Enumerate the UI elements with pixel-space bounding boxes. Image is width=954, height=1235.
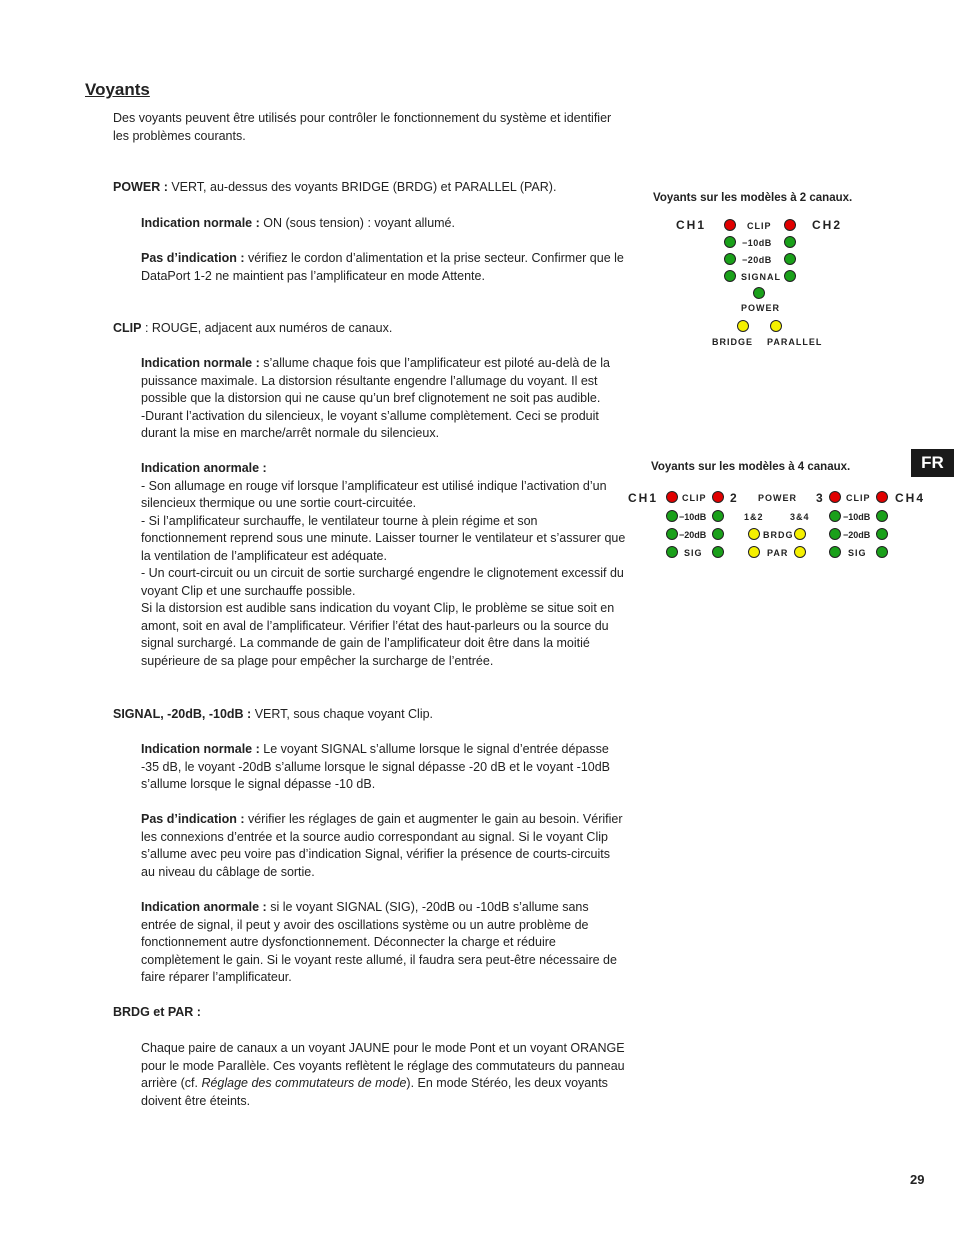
signal-normal-text: Le voyant SIGNAL s’allume lorsque le signal d’entrée dépasse -35 dB, le voyant -20dB s’allume lorsque le signal dépasse -20 dB et le voyant -10dB s’allume lorsque le signal dépasse -10 dB. bbox=[141, 742, 611, 791]
clip-label: CLIP bbox=[113, 321, 142, 335]
ch2-10db-led bbox=[784, 236, 796, 248]
m20db-led-label: −20dB bbox=[742, 255, 772, 265]
ch1-clip-led bbox=[666, 491, 678, 503]
signal-desc: VERT, sous chaque voyant Clip. bbox=[251, 707, 434, 721]
clip-normal-label: Indication normale : bbox=[141, 356, 260, 370]
signal-none-label: Pas d’indication : bbox=[141, 812, 245, 826]
power-normal-text: ON (sous tension) : voyant allumé. bbox=[259, 216, 455, 230]
page-number: 29 bbox=[910, 1172, 925, 1187]
clip-normal-text: s’allume chaque fois que l’amplificateur est piloté au-delà de la puissance maximale. La distorsion résultante engendre l’allumage du voyant. Il est possible que la distorsion qui ne cause qu’un bref clignotement ne soit pas audible. bbox=[141, 356, 610, 405]
ch3-10db-led bbox=[829, 510, 841, 522]
parallel-led-label: PARALLEL bbox=[767, 337, 823, 347]
power-desc: VERT, au-dessus des voyants BRIDGE (BRDG) et PARALLEL (PAR). bbox=[167, 180, 557, 194]
power-none bbox=[141, 250, 626, 285]
signal-none-text: vérifier les réglages de gain et augmenter le gain au besoin. Vérifier les connexions d’entrée et la source audio correspondant au signal. Si le voyant Clip s’allume avec peu voire pas d’indication Signal, vérifier la présence de courts-circuits au niveau du câblage de sortie. bbox=[141, 812, 623, 879]
par34-led bbox=[794, 546, 806, 558]
bridge-led bbox=[737, 320, 749, 332]
par-led-label: PAR bbox=[767, 548, 789, 558]
ch12-sig-label: SIG bbox=[684, 548, 703, 558]
signal-abnormal bbox=[141, 899, 626, 987]
ch3-sig-led bbox=[829, 546, 841, 558]
ch4-clip-led bbox=[876, 491, 888, 503]
ch2-sig-led bbox=[712, 546, 724, 558]
ch3-20db-led bbox=[829, 528, 841, 540]
clip-abnormal-3: - Un court-circuit ou un circuit de sortie surchargé engendre le clignotement excessif du voyant Clip et une surchauffe possible. bbox=[141, 566, 624, 598]
brdg-paragraph bbox=[141, 1040, 626, 1110]
clip-normal-text2: -Durant l’activation du silencieux, le voyant s’allume complètement. Ceci se produit durant la mise en marche/arrêt normale du silencieux. bbox=[141, 408, 599, 440]
diagram2-caption: Voyants sur les modèles à 2 canaux. bbox=[653, 192, 853, 204]
bridge-led-label: BRIDGE bbox=[712, 337, 754, 347]
diagram2-ch1-label: CH1 bbox=[676, 218, 707, 232]
ch2-clip-led bbox=[784, 219, 796, 231]
ch34-10db-label: −10dB bbox=[843, 512, 871, 522]
diagram4-caption: Voyants sur les modèles à 4 canaux. bbox=[651, 461, 851, 473]
signal-label: SIGNAL, -20dB, -10dB : bbox=[113, 707, 252, 721]
clip-heading bbox=[113, 320, 623, 338]
signal-normal-label: Indication normale : bbox=[141, 742, 260, 756]
brdg-text-b: ). En mode Stéréo, les deux voyants doivent être éteints. bbox=[141, 1076, 608, 1108]
power-heading bbox=[113, 179, 623, 197]
diagram4-ch4-label: CH4 bbox=[895, 491, 926, 505]
power-label: POWER : bbox=[113, 180, 168, 194]
ch2-clip-led bbox=[712, 491, 724, 503]
diagram4-power-label: POWER bbox=[758, 493, 798, 503]
ch3-clip-led bbox=[829, 491, 841, 503]
clip-normal bbox=[141, 355, 626, 443]
ch12-10db-label: −10dB bbox=[679, 512, 707, 522]
clip-abnormal-2: - Si l’amplificateur surchauffe, le ventilateur tourne à plein régime et son fonctionnement reprend sous une minute. Laisser tourner le ventilateur et s’assurer que la ventilation de l’amplificateur est adéquate. bbox=[141, 513, 626, 563]
clip-abnormal bbox=[141, 460, 626, 670]
ch34-clip-label: CLIP bbox=[846, 493, 871, 503]
diagram4-ch2-label: 2 bbox=[730, 491, 739, 505]
signal-heading bbox=[113, 706, 623, 724]
ch1-10db-led bbox=[666, 510, 678, 522]
intro-paragraph: Des voyants peuvent être utilisés pour contrôler le fonctionnement du système et identifier les problèmes courants. bbox=[113, 111, 612, 143]
language-tab: FR bbox=[911, 449, 954, 477]
signal-normal bbox=[141, 741, 626, 794]
ch2-20db-led bbox=[712, 528, 724, 540]
ch1-signal-led bbox=[724, 270, 736, 282]
pair12-label: 1&2 bbox=[744, 512, 764, 522]
ch1-10db-led bbox=[724, 236, 736, 248]
ch12-clip-label: CLIP bbox=[682, 493, 707, 503]
clip-desc: : ROUGE, adjacent aux numéros de canaux. bbox=[141, 321, 393, 335]
ch2-10db-led bbox=[712, 510, 724, 522]
power-led bbox=[753, 287, 765, 299]
diagram4 bbox=[626, 488, 932, 564]
ch12-20db-label: −20dB bbox=[679, 530, 707, 540]
ch4-10db-led bbox=[876, 510, 888, 522]
ch2-signal-led bbox=[784, 270, 796, 282]
brdg-heading bbox=[113, 1004, 623, 1022]
ch1-clip-led bbox=[724, 219, 736, 231]
diagram4-ch1-label: CH1 bbox=[628, 491, 659, 505]
signal-abnormal-text: si le voyant SIGNAL (SIG), -20dB ou -10dB s’allume sans entrée de signal, il peut y avoir des oscillations système ou un autre problème de fonctionnement autre dysfonctionnement. Déconnecter la charge et réduire complètement le gain. Si le voyant reste allumé, il faudra sera peut-être nécessaire de faire réparer l’amplificateur. bbox=[141, 900, 617, 984]
brdg-led-label: BRDG bbox=[763, 530, 794, 540]
brdg12-led bbox=[748, 528, 760, 540]
par12-led bbox=[748, 546, 760, 558]
power-none-label: Pas d’indication : bbox=[141, 251, 245, 265]
signal-none bbox=[141, 811, 626, 881]
diagram2-ch2-label: CH2 bbox=[812, 218, 843, 232]
ch1-20db-led bbox=[724, 253, 736, 265]
brdg34-led bbox=[794, 528, 806, 540]
clip-abnormal-4: Si la distorsion est audible sans indication du voyant Clip, le problème se situe soit en amont, soit en aval de l’amplificateur. Vérifier l’état des haut-parleurs ou la source du signal surchargé. La commande de gain de l’amplificateur doit être dans la moitié supérieure de sa plage pour empêcher la surcharge de l’entrée. bbox=[141, 601, 615, 668]
ch4-sig-led bbox=[876, 546, 888, 558]
ch34-20db-label: −20dB bbox=[843, 530, 871, 540]
ch2-20db-led bbox=[784, 253, 796, 265]
ch1-sig-led bbox=[666, 546, 678, 558]
clip-abnormal-1: - Son allumage en rouge vif lorsque l’amplificateur est utilisé indique l’activation d’un silencieux thermique ou une sortie court-circuitée. bbox=[141, 478, 607, 510]
page-title: Voyants bbox=[85, 80, 150, 99]
ch34-sig-label: SIG bbox=[848, 548, 867, 558]
diagram2 bbox=[670, 214, 843, 354]
ch1-20db-led bbox=[666, 528, 678, 540]
m10db-led-label: −10dB bbox=[742, 238, 772, 248]
signal-led-label: SIGNAL bbox=[741, 272, 782, 282]
clip-abnormal-label: Indication anormale : bbox=[141, 461, 267, 475]
power-normal-label: Indication normale : bbox=[141, 216, 260, 230]
power-led-label: POWER bbox=[741, 303, 781, 313]
ch4-20db-led bbox=[876, 528, 888, 540]
brdg-label: BRDG et PAR : bbox=[113, 1005, 201, 1019]
brdg-text-a: Chaque paire de canaux a un voyant JAUNE pour le mode Pont et un voyant ORANGE pour le mode Parallèle. Ces voyants reflètent le réglage des commutateurs du panneau arrière (cf. bbox=[141, 1041, 625, 1090]
signal-abnormal-label: Indication anormale : bbox=[141, 900, 267, 914]
clip-led-label: CLIP bbox=[747, 221, 772, 231]
diagram4-ch3-label: 3 bbox=[816, 491, 825, 505]
brdg-text-italic: Réglage des commutateurs de mode bbox=[201, 1076, 407, 1090]
parallel-led bbox=[770, 320, 782, 332]
power-normal bbox=[141, 215, 626, 233]
power-none-text: vérifiez le cordon d’alimentation et la prise secteur. Confirmer que le DataPort 1-2 ne maintient pas l’amplificateur en mode Attente. bbox=[141, 251, 624, 283]
pair34-label: 3&4 bbox=[790, 512, 810, 522]
